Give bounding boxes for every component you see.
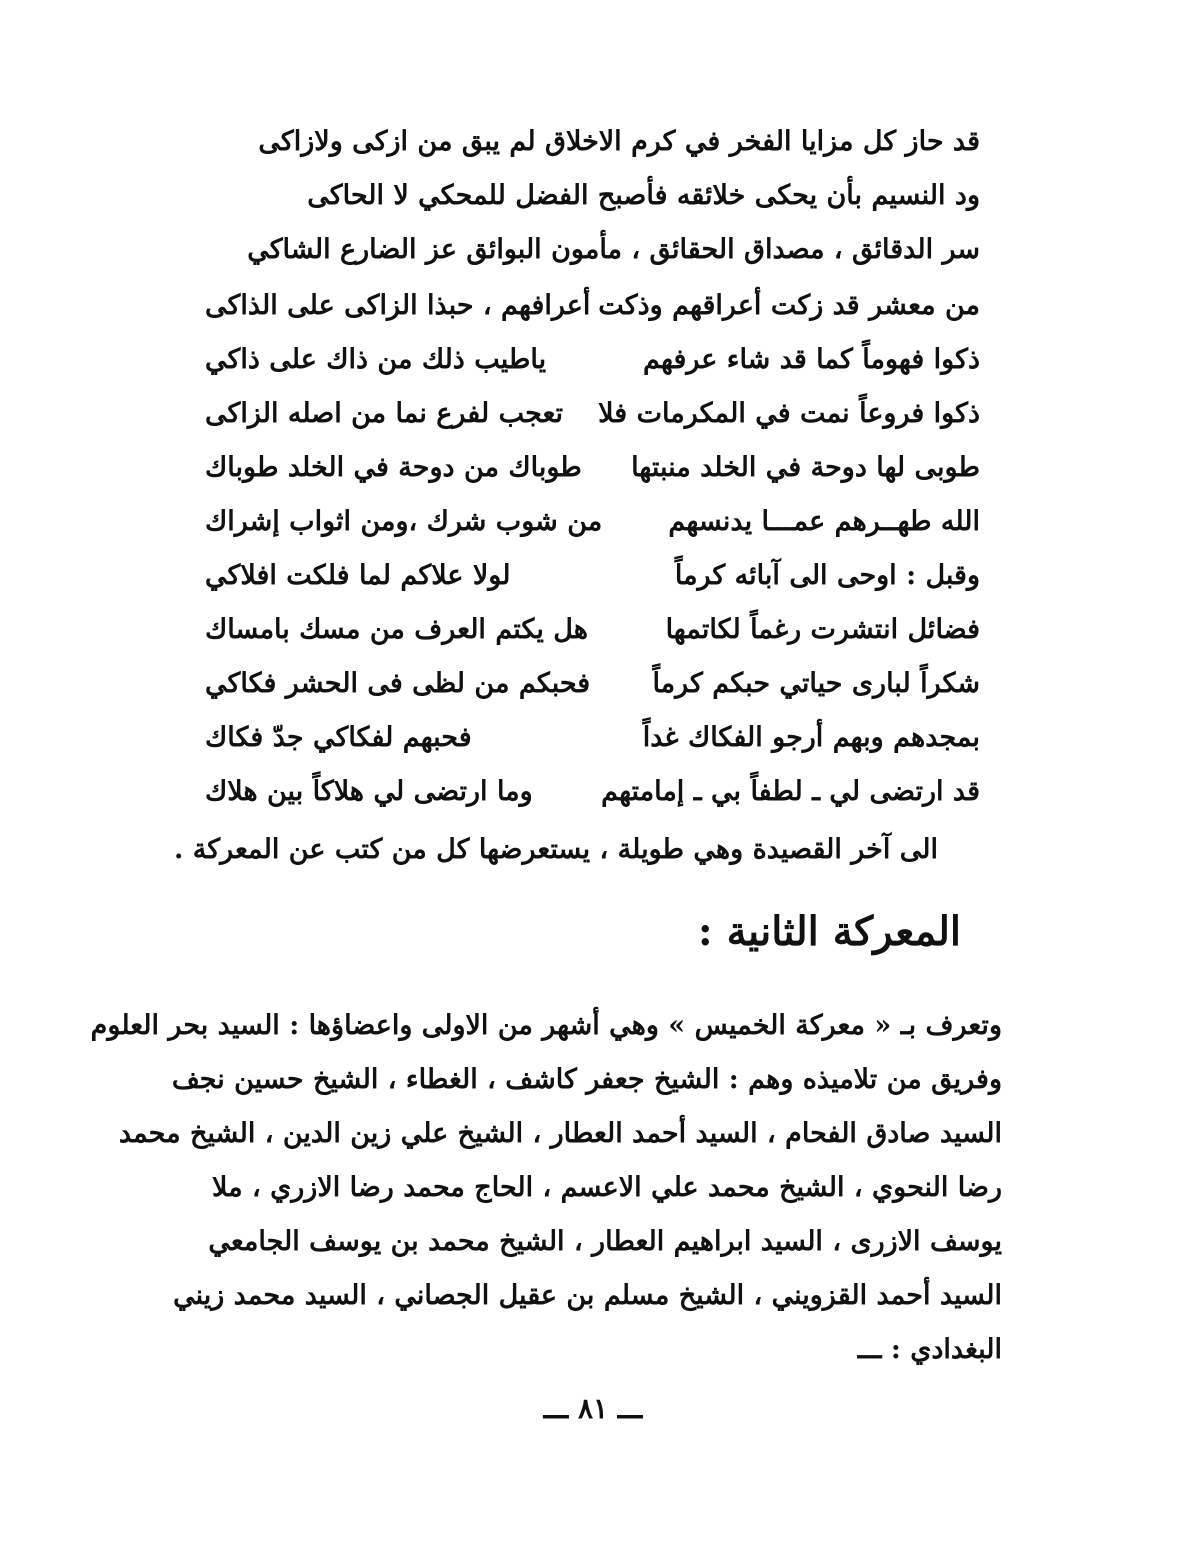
poem-verse bbox=[205, 562, 980, 602]
verse-second-hemistich: وما ارتضى لي هلاكاً بين هلاك bbox=[205, 776, 533, 807]
verse-second-hemistich: فحبهم لفكاكي جدّ فكاك bbox=[205, 722, 472, 753]
verse-first-hemistich: وقبل : اوحى الى آبائه كرماً bbox=[674, 560, 980, 591]
poem-intro-line-3: سر الدقائق ، مصداق الحقائق ، مأمون البوائق عز الضارع الشاكي bbox=[247, 234, 980, 265]
verse-second-hemistich: طوباك من دوحة في الخلد طوباك bbox=[205, 452, 582, 483]
section-heading: المعركة الثانية : bbox=[697, 908, 961, 955]
paragraph-line: السيد أحمد القزويني ، الشيخ مسلم بن عقيل الجصاني ، السيد محمد زيني bbox=[173, 1280, 1002, 1311]
verse-second-hemistich: من شوب شرك ،ومن اثواب إشراك bbox=[205, 506, 603, 537]
verse-first-hemistich: الله طهــرهم عمـــا يدنسهم bbox=[668, 506, 980, 537]
paragraph-line: البغدادي : ـــ bbox=[857, 1334, 1002, 1365]
verse-second-hemistich: فحبكم من لظى فى الحشر فكاكي bbox=[205, 668, 591, 699]
verse-first-hemistich: فضائل انتشرت رغماً لكاتمها bbox=[665, 614, 980, 645]
poem-verse bbox=[205, 346, 980, 386]
paragraph-line: رضا النحوي ، الشيخ محمد علي الاعسم ، الحاج محمد رضا الازري ، ملا bbox=[212, 1172, 1002, 1203]
verse-first-hemistich: شكراً لبارى حياتي حبكم كرماً bbox=[652, 668, 980, 699]
poem-closing-note: الى آخر القصيدة وهي طويلة ، يستعرضها كل من كتب عن المعركة . bbox=[173, 834, 938, 865]
verse-second-hemistich: تعجب لفرع نما من اصله الزاكى bbox=[205, 398, 564, 429]
poem-intro-line-1: قد حاز كل مزايا الفخر في كرم الاخلاق لم يبق من ازكى ولازاكى bbox=[258, 126, 980, 157]
poem-verse bbox=[205, 400, 980, 440]
verse-second-hemistich: أعرافهم ، حبذا الزاكى على الذاكى bbox=[205, 290, 591, 321]
verse-second-hemistich: هل يكتم العرف من مسك بامساك bbox=[205, 614, 588, 645]
page-number: ـــ ٨١ ـــ bbox=[543, 1392, 643, 1425]
verse-first-hemistich: ذكوا فروعاً نمت في المكرمات فلا bbox=[598, 398, 980, 429]
poem-verse bbox=[205, 292, 980, 332]
verse-second-hemistich: ياطيب ذلك من ذاك على ذاكي bbox=[205, 344, 547, 375]
paragraph-line: وتعرف بـ « معركة الخميس » وهي أشهر من الاولى واعضاؤها : السيد بحر العلوم bbox=[90, 1010, 1002, 1041]
poem-verse bbox=[205, 454, 980, 494]
poem-intro-line-2: ود النسيم بأن يحكى خلائقه فأصبح الفضل للمحكي لا الحاكى bbox=[307, 180, 980, 211]
poem-verse bbox=[205, 508, 980, 548]
paragraph-line: وفريق من تلاميذه وهم : الشيخ جعفر كاشف ، الغطاء ، الشيخ حسين نجف bbox=[171, 1064, 1002, 1095]
paragraph-line: السيد صادق الفحام ، السيد أحمد العطار ، الشيخ علي زين الدين ، الشيخ محمد bbox=[118, 1118, 1002, 1149]
verse-first-hemistich: ذكوا فهوماً كما قد شاء عرفهم bbox=[643, 344, 980, 375]
poem-verse bbox=[205, 778, 980, 818]
verse-second-hemistich: لولا علاكم لما فلكت افلاكي bbox=[205, 560, 511, 591]
paragraph-line: يوسف الازرى ، السيد ابراهيم العطار ، الشيخ محمد بن يوسف الجامعي bbox=[208, 1226, 1002, 1257]
poem-verse bbox=[205, 670, 980, 710]
verse-first-hemistich: من معشر قد زكت أعراقهم وذكت bbox=[598, 290, 980, 321]
verse-first-hemistich: طوبى لها دوحة في الخلد منبتها bbox=[631, 452, 980, 483]
verse-first-hemistich: قد ارتضى لي ـ لطفاً بي ـ إمامتهم bbox=[601, 776, 980, 807]
poem-verse bbox=[205, 616, 980, 656]
poem-verse bbox=[205, 724, 980, 764]
verse-first-hemistich: بمجدهم وبهم أرجو الفكاك غداً bbox=[642, 722, 980, 753]
